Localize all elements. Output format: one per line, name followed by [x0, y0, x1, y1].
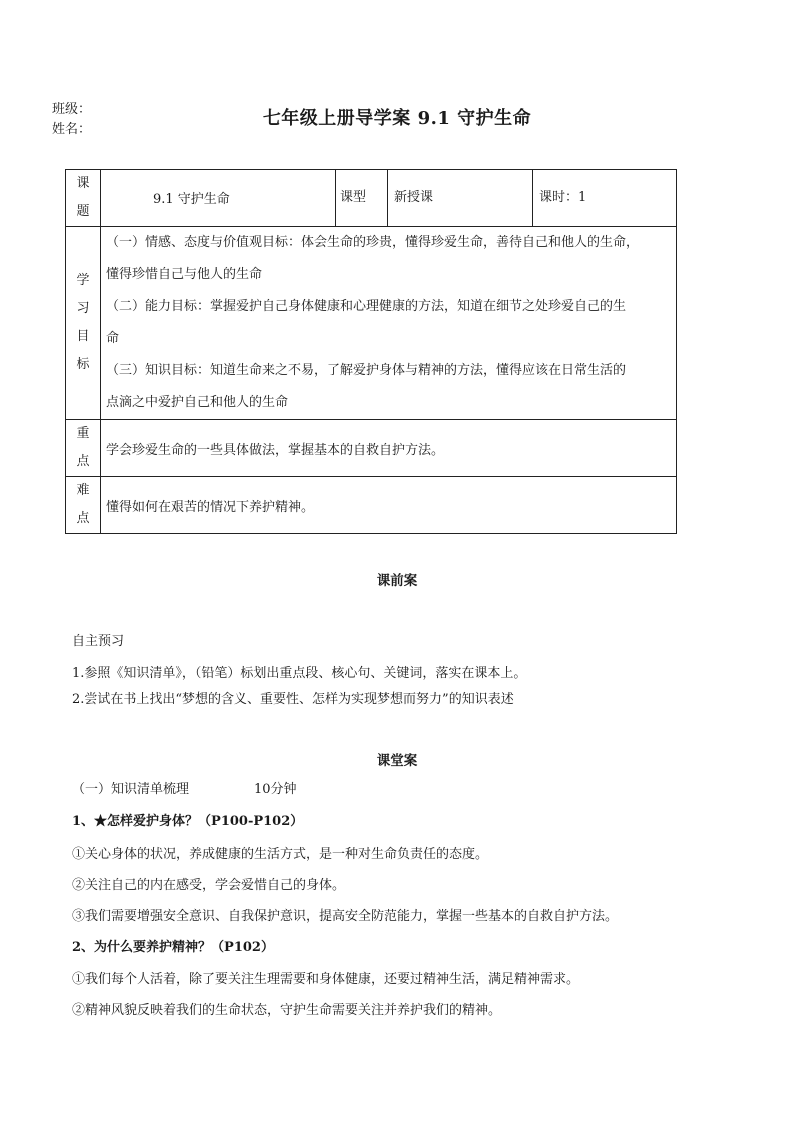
goal-line: 懂得珍惜自己与他人的生命	[106, 267, 263, 282]
goals-row	[66, 227, 677, 420]
difficulty-row	[66, 477, 677, 534]
topic-value: 9.1 守护生命	[101, 170, 336, 227]
class-label: 班级：	[52, 102, 92, 117]
inclass-sub-label: （一）知识清单梳理	[72, 782, 190, 797]
question-2: 2、为什么要养护精神？（P102）	[72, 940, 274, 955]
goals-label: 学 习 目 标	[66, 227, 101, 420]
goal-line: （二）能力目标：掌握爱护自己身体健康和心理健康的方法，知道在细节之处珍爱自己的生	[106, 299, 627, 314]
answer-item: ③我们需要增强安全意识、自我保护意识，提高安全防范能力，掌握一些基本的自救自护方法。	[72, 909, 619, 924]
preclass-heading: 课前案	[376, 573, 418, 589]
goal-line: （一）情感、态度与价值观目标：体会生命的珍贵，懂得珍爱生命，善待自己和他人的生命，	[106, 235, 640, 250]
preclass-item: 1.参照《知识清单》，（铅笔）标划出重点段、核心句、关键词，落实在课本上。	[72, 666, 527, 681]
name-label: 姓名：	[52, 122, 92, 137]
lesson-info-table	[65, 169, 677, 534]
goals-content	[101, 227, 677, 420]
period-value: 课时：1	[533, 170, 677, 227]
goal-line: 点滴之中爱护自己和他人的生命	[106, 395, 289, 410]
inclass-sub-time: 10分钟	[254, 782, 297, 797]
answer-item: ②关注自己的内在感受，学会爱惜自己的身体。	[72, 878, 346, 893]
preclass-item: 2.尝试在书上找出“梦想的含义、重要性、怎样为实现梦想而努力”的知识表述	[72, 692, 514, 707]
goal-line: 命	[106, 331, 120, 346]
key-value: 学会珍爱生命的一些具体做法，掌握基本的自救自护方法。	[101, 420, 677, 477]
answer-item: ①关心身体的状况，养成健康的生活方式，是一种对生命负责任的态度。	[72, 847, 489, 862]
difficulty-value: 懂得如何在艰苦的情况下养护精神。	[101, 477, 677, 534]
answer-item: ②精神风貌反映着我们的生命状态，守护生命需要关注并养护我们的精神。	[72, 1003, 502, 1018]
page-title: 七年级上册导学案 9.1 守护生命	[262, 108, 532, 129]
type-value: 新授课	[388, 170, 533, 227]
topic-label: 课 题	[66, 170, 101, 227]
question-1: 1、★怎样爱护身体？（P100-P102）	[72, 814, 304, 829]
key-row	[66, 420, 677, 477]
topic-row	[66, 170, 677, 227]
preclass-subheading: 自主预习	[72, 634, 125, 649]
inclass-heading: 课堂案	[376, 753, 418, 769]
goal-line: （三）知识目标：知道生命来之不易，了解爱护身体与精神的方法，懂得应该在日常生活的	[106, 363, 627, 378]
type-label: 课型	[336, 170, 388, 227]
difficulty-label: 难 点	[66, 477, 101, 534]
answer-item: ①我们每个人活着，除了要关注生理需要和身体健康，还要过精神生活，满足精神需求。	[72, 972, 580, 987]
key-label: 重 点	[66, 420, 101, 477]
